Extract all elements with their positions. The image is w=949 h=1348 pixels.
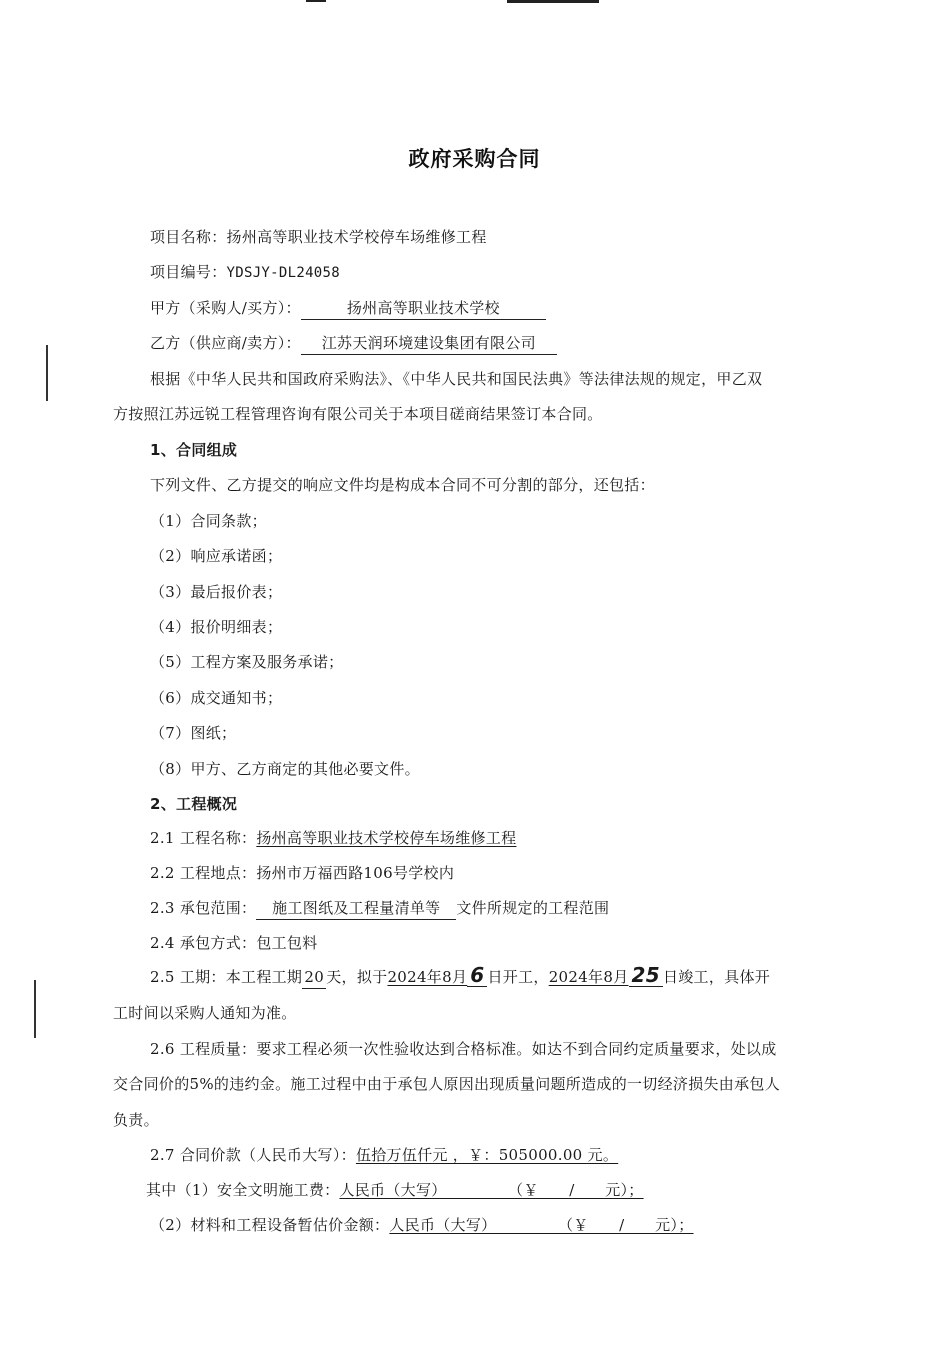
- material-estimate-label: （2）材料和工程设备暂估价金额：: [150, 1216, 390, 1234]
- schedule-mid1: 天，拟于: [326, 968, 388, 986]
- margin-mark-1: [46, 345, 48, 401]
- contract-price-label: 2.7 合同价款（人民币大写）：: [150, 1146, 356, 1164]
- project-title-label: 2.1 工程名称：: [150, 829, 257, 847]
- list-item: （2）响应承诺函；: [150, 547, 283, 565]
- project-location-value: 扬州市万福西路106号学校内: [256, 864, 455, 882]
- start-day-handwritten: 6: [467, 964, 487, 987]
- project-name-line: [150, 224, 487, 250]
- schedule-pre: 2.5 工期：本工程工期: [150, 968, 303, 986]
- list-item: （1）合同条款；: [150, 512, 267, 530]
- project-name: 扬州高等职业技术学校停车场维修工程: [226, 228, 487, 246]
- project-location-line: [150, 860, 454, 886]
- contract-method-value: 包工包料: [256, 934, 318, 952]
- project-location-label: 2.2 工程地点：: [150, 864, 257, 882]
- contract-method-label: 2.4 承包方式：: [150, 934, 257, 952]
- list-item: （3）最后报价表；: [150, 583, 283, 601]
- material-estimate-line: [150, 1212, 694, 1238]
- party-a-label: 甲方（采购人/买方）：: [150, 299, 301, 317]
- contract-price-value: 伍拾万伍仟元 ，￥：505000.00 元。: [355, 1146, 619, 1164]
- party-a-line: [150, 295, 546, 321]
- safety-fee-value: 人民币（大写） （￥ / 元）；: [339, 1181, 644, 1199]
- contract-scope-label: 2.3 承包范围：: [150, 899, 257, 917]
- list-item: （7）图纸；: [150, 724, 237, 742]
- margin-mark-2: [34, 980, 36, 1038]
- project-no: YDSJY-DL24058: [226, 265, 340, 281]
- project-no-line: [150, 259, 340, 285]
- intro-line-2: 方按照江苏远锐工程管理咨询有限公司关于本项目磋商结果签订本合同。: [113, 405, 603, 423]
- end-day-handwritten: 25: [629, 964, 663, 987]
- party-a: 扬州高等职业技术学校: [301, 297, 546, 320]
- end-year-month: 2024年8月: [548, 968, 629, 986]
- quality-line-3: 负责。: [113, 1111, 159, 1129]
- contract-scope-tail: 文件所规定的工程范围: [456, 899, 610, 917]
- safety-fee-label: 其中（1）安全文明施工费：: [146, 1181, 340, 1199]
- scan-artifact-top-small: [306, 0, 326, 2]
- scan-artifact-top: [507, 0, 599, 3]
- section-1-lead: 下列文件、乙方提交的响应文件均是构成本合同不可分割的部分，还包括：: [150, 476, 655, 494]
- contract-method-line: [150, 930, 318, 956]
- start-year-month: 2024年8月: [387, 968, 468, 986]
- quality-line-1: 2.6 工程质量：要求工程必须一次性验收达到合格标准。如达不到合同约定质量要求，处以成: [150, 1040, 777, 1058]
- list-item: （5）工程方案及服务承诺；: [150, 653, 344, 671]
- project-title-line: [150, 825, 516, 851]
- schedule-tail: 日竣工，具体开: [662, 968, 771, 986]
- project-title-value: 扬州高等职业技术学校停车场维修工程: [256, 829, 517, 847]
- schedule-days: 20: [302, 966, 326, 989]
- party-b-label: 乙方（供应商/卖方）：: [150, 334, 301, 352]
- project-no-label: 项目编号：: [150, 263, 227, 281]
- party-b: 江苏天润环境建设集团有限公司: [301, 332, 557, 355]
- section-2-heading: 2、工程概况: [150, 795, 238, 813]
- list-item: （6）成交通知书；: [150, 689, 283, 707]
- list-item: （8）甲方、乙方商定的其他必要文件。: [150, 760, 420, 778]
- contract-price-line: [150, 1142, 618, 1168]
- party-b-line: [150, 330, 557, 356]
- quality-line-2: 交合同价的5%的违约金。施工过程中由于承包人原因出现质量问题所造成的一切经济损失由承包人: [113, 1075, 781, 1093]
- material-estimate-value: 人民币（大写） （￥ / 元）；: [389, 1216, 694, 1234]
- contract-scope-value: 施工图纸及工程量清单等: [256, 897, 456, 920]
- schedule-line: [150, 964, 770, 990]
- contract-scope-line: [150, 895, 609, 921]
- schedule-mid2: 日开工，: [487, 968, 549, 986]
- list-item: （4）报价明细表；: [150, 618, 283, 636]
- intro-line-1: 根据《中华人民共和国政府采购法》、《中华人民共和国民法典》等法律法规的规定，甲乙双: [150, 370, 763, 388]
- section-1-heading: 1、合同组成: [150, 441, 238, 459]
- safety-fee-line: [146, 1177, 644, 1203]
- project-name-label: 项目名称：: [150, 228, 227, 246]
- document-title: 政府采购合同: [408, 147, 541, 171]
- schedule-line-2: 工时间以采购人通知为准。: [113, 1004, 297, 1022]
